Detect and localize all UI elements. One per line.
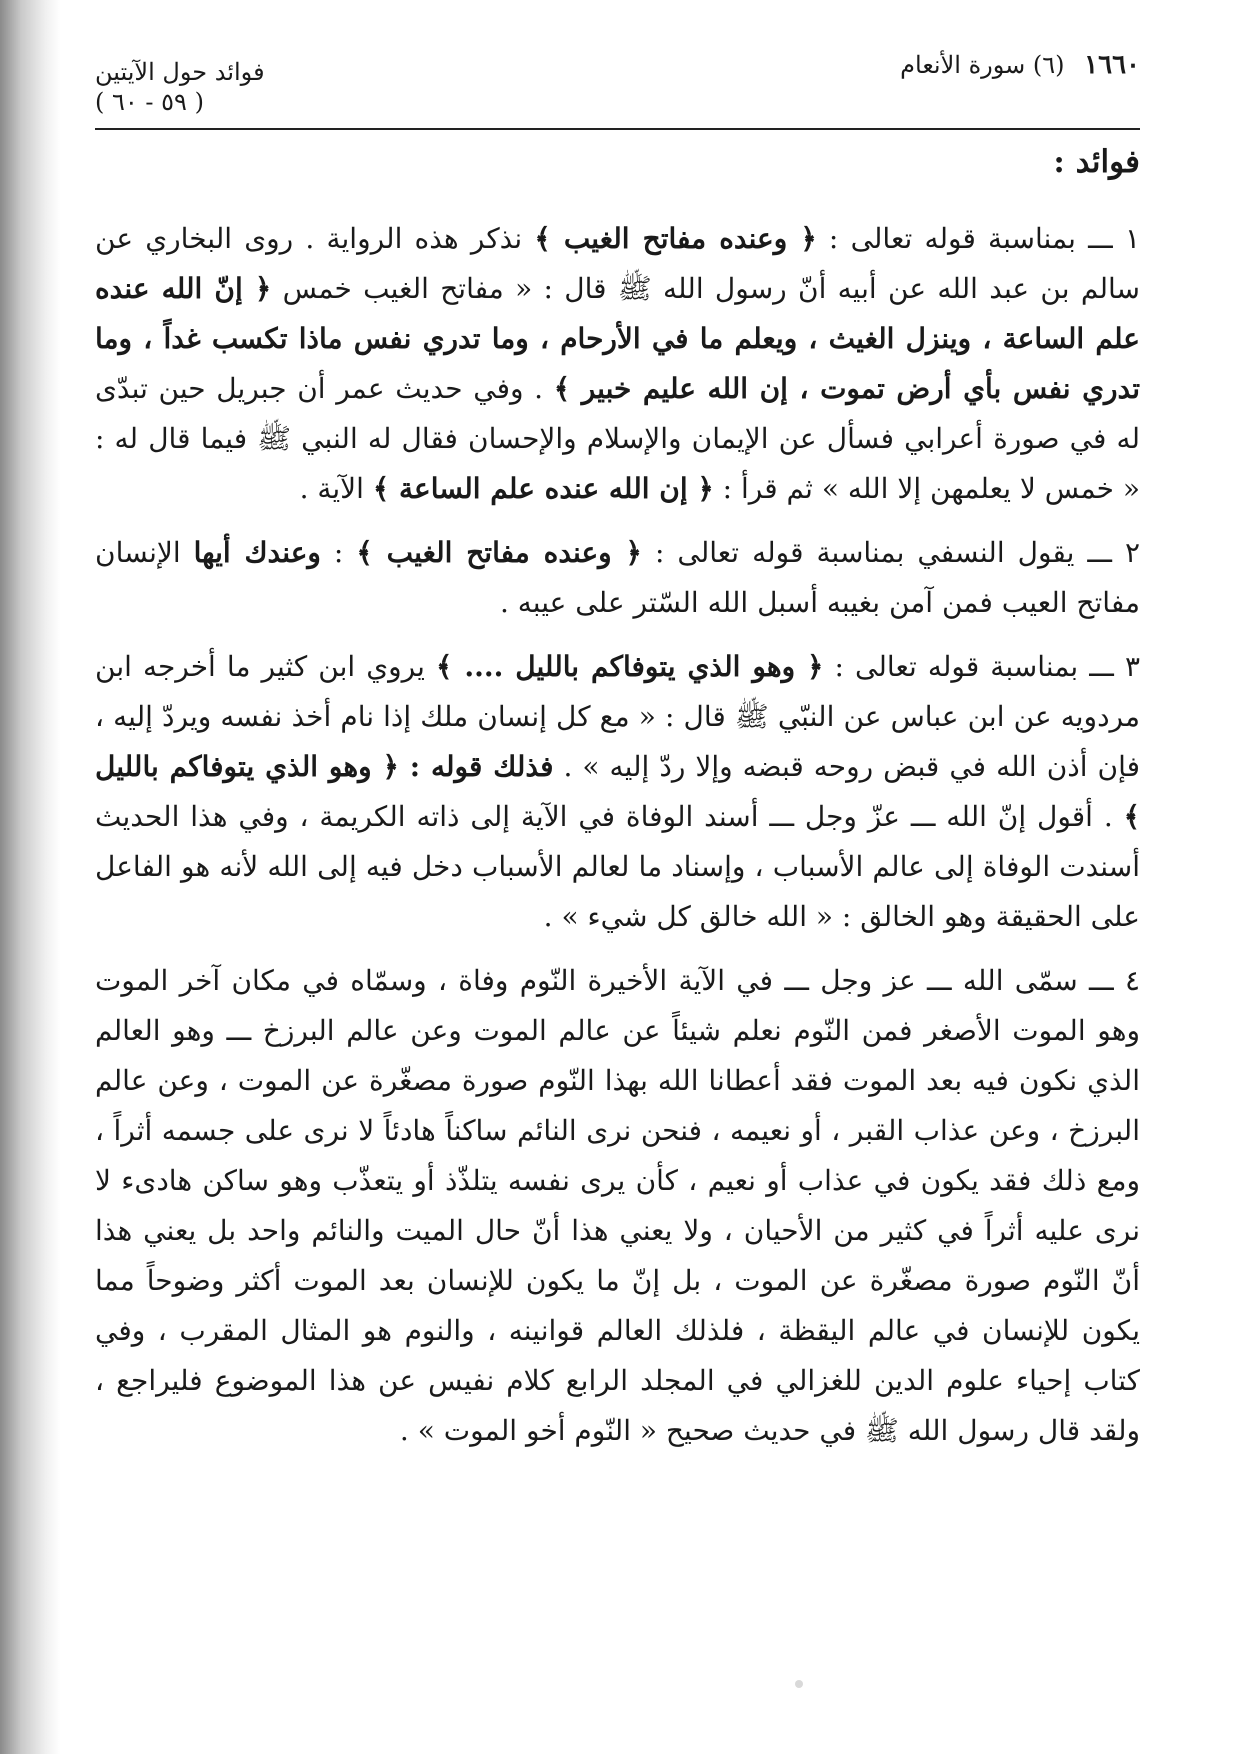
text-run: ٣ ـــ بمناسبة قوله تعالى :	[823, 650, 1141, 683]
bold-quote-run: ﴿ وعنده مفاتح الغيب ﴾	[356, 536, 642, 569]
text-run: الآية .	[299, 472, 373, 505]
benefit-paragraph-4	[95, 956, 1140, 1456]
benefit-paragraph-2	[95, 528, 1140, 628]
page-number: ١٦٦٠	[1084, 50, 1140, 80]
header-left	[95, 58, 265, 116]
bold-quote-run: ﴿ إن الله عنده علم الساعة ﴾	[372, 472, 714, 505]
header-right	[900, 50, 1140, 80]
bold-quote-run: فذلك قوله : ﴿ وهو الذي يتوفاكم بالليل ﴾	[95, 750, 1141, 833]
surah-label: (٦) سورة الأنعام	[900, 51, 1065, 79]
bold-quote-run: ﴿ إنّ الله عنده علم الساعة ، وينزل الغيث ، ويعلم ما في الأرحام ، وما تدري نفس ماذا تكسب غداً ، وما تدري نفس بأي أرض تموت ، إن الله عليم خبير ﴾	[95, 272, 1140, 405]
text-run: الإنسان مفاتح العيب فمن آمن بغيبه أسبل الله السّتر على عيبه .	[95, 536, 1140, 619]
text-run: يروي ابن كثير ما أخرجه ابن مردويه عن ابن عباس عن النبّي ﷺ قال : « مع كل إنسان ملك إذا نام أخذ نفسه ويردّ إليه ، فإن أذن الله في قبض روحه قبضه وإلا ردّ إليه » .	[95, 650, 1140, 783]
header-rule	[95, 128, 1140, 130]
text-run: . أقول إنّ الله ـــ عزّ وجل ـــ أسند الوفاة في الآية إلى ذاته الكريمة ، وفي هذا الحديث أسندت الوفاة إلى عالم الأسباب ، وإسناد ما لعالم الأسباب دخل فيه إلى الله لأنه هو الفاعل على الحقيقة وهو الخالق : « الله خالق كل شيء » .	[95, 800, 1140, 933]
book-page	[95, 40, 1140, 1720]
text-run: ١ ـــ بمناسبة قوله تعالى :	[816, 222, 1141, 255]
section-heading: فوائد :	[1053, 144, 1140, 180]
text-run: . وفي حديث عمر أن جبريل حين تبدّى له في صورة أعرابي فسأل عن الإيمان والإسلام والإحسان فقال له النبي ﷺ فيما قال له : « خمس لا يعلمهن إلا الله » ثم قرأ :	[95, 372, 1140, 505]
benefit-paragraph-1	[95, 214, 1140, 514]
text-run: نذكر هذه الرواية . روى البخاري عن سالم بن عبد الله عن أبيه أنّ رسول الله ﷺ قال : « مفاتح الغيب خمس	[95, 222, 1140, 305]
text-run: :	[320, 536, 357, 569]
page-content	[95, 144, 1140, 1470]
verse-range: ( ٥٩ - ٦٠ )	[95, 88, 204, 116]
bold-quote-run: وعندك أيها	[193, 536, 321, 569]
text-run: ٢ ـــ يقول النسفي بمناسبة قوله تعالى :	[641, 536, 1141, 569]
bold-quote-run: ﴿ وهو الذي يتوفاكم بالليل .... ﴾	[436, 650, 824, 683]
header-title: فوائد حول الآيتين	[95, 58, 265, 86]
text-run: ٤ ـــ سمّى الله ـــ عز وجل ـــ في الآية الأخيرة النّوم وفاة ، وسمّاه في مكان آخر الموت وهو الموت الأصغر فمن النّوم نعلم شيئاً عن عالم الموت وعن عالم البرزخ ـــ وهو العالم الذي نكون فيه بعد الموت فقد أعطانا الله بهذا النّوم صورة مصغّرة عن الموت ، وعن عالم البرزخ ، وعن عذاب القبر ، أو نعيمه ، فنحن نرى النائم ساكناً هادئاً لا نرى على جسمه أثراً ، ومع ذلك فقد يكون في عذاب أو نعيم ، كأن يرى نفسه يتلذّذ أو يتعذّب وهو ساكن هادىء لا نرى عليه أثراً في كثير من الأحيان ، ولا يعني هذا أنّ حال الميت والنائم واحد بل يعني هذا أنّ النّوم صورة مصغّرة عن الموت ، بل إنّ ما يكون للإنسان بعد الموت أكثر وضوحاً مما يكون للإنسان في عالم اليقظة ، فلذلك العالم قوانينه ، والنوم هو المثال المقرب ، وفي كتاب إحياء علوم الدين للغزالي في المجلد الرابع كلام نفيس عن هذا الموضوع فليراجع ، ولقد قال رسول الله ﷺ في حديث صحيح « النّوم أخو الموت » .	[95, 964, 1140, 1447]
running-header	[95, 40, 1140, 116]
benefit-paragraph-3	[95, 642, 1140, 942]
page-smudge	[795, 1680, 803, 1688]
bold-quote-run: ﴿ وعنده مفاتح الغيب ﴾	[534, 222, 817, 255]
book-binding-shadow	[0, 0, 60, 1754]
